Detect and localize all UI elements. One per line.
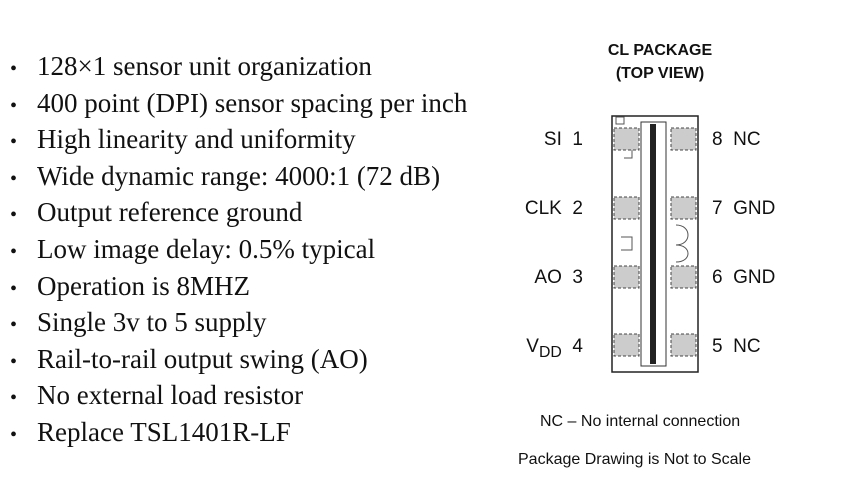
scale-note: Package Drawing is Not to Scale	[518, 451, 751, 468]
pin-7-name: GND	[733, 198, 776, 219]
bullet: •	[10, 94, 18, 117]
feature-text: Low image delay: 0.5% typical	[37, 233, 376, 264]
pin-3-name: AO	[534, 267, 562, 288]
feature-text: Single 3v to 5 supply	[37, 307, 267, 338]
pin-5-name: NC	[733, 336, 761, 357]
bullet: •	[10, 167, 18, 190]
pin-8-label	[712, 130, 761, 150]
pin-2-number: 2	[572, 198, 583, 219]
pin-4-name: V	[526, 336, 539, 357]
pin-pad-left-3	[614, 266, 639, 288]
feature-text: Rail-to-rail output swing (AO)	[37, 343, 368, 374]
pin-pad-right-6	[671, 266, 696, 288]
bullet: •	[10, 277, 18, 300]
pin-8-number: 8	[712, 129, 723, 150]
pin-4-label	[503, 337, 583, 363]
pin-pad-right-7	[671, 197, 696, 219]
bullet: •	[10, 314, 18, 337]
pin-3-number: 3	[572, 267, 583, 288]
pin-pad-left-4	[614, 334, 639, 356]
bullet: •	[10, 423, 18, 446]
package-title: CL PACKAGE	[607, 42, 713, 59]
feature-text: No external load resistor	[37, 380, 304, 411]
feature-text: 400 point (DPI) sensor spacing per inch	[37, 87, 468, 118]
pin-pad-right-8	[671, 128, 696, 150]
pin-6-name: GND	[733, 267, 776, 288]
bullet: •	[10, 350, 18, 373]
pin-1-label	[503, 130, 583, 156]
pin-6-number: 6	[712, 267, 723, 288]
nc-note: NC – No internal connection	[540, 413, 741, 430]
pin-pad-left-1	[614, 128, 639, 150]
pin-5-label	[712, 337, 761, 357]
pin-4-number: 4	[572, 336, 583, 357]
bullet: •	[10, 240, 18, 263]
feature-text: Replace TSL1401R-LF	[37, 416, 291, 447]
pin-6-label	[712, 268, 775, 288]
pin-8-name: NC	[733, 129, 761, 150]
pin-4-sub: DD	[538, 343, 562, 361]
feature-text: Wide dynamic range: 4000:1 (72 dB)	[37, 160, 441, 191]
package-view-label: (TOP VIEW)	[615, 65, 705, 82]
pin-2-name: CLK	[524, 198, 562, 219]
pin-5-number: 5	[712, 336, 723, 357]
bullet: •	[10, 387, 18, 410]
pin-1-number: 1	[572, 129, 583, 150]
pin-2-label	[503, 199, 583, 225]
feature-text: High linearity and uniformity	[37, 124, 356, 155]
feature-text: 128×1 sensor unit organization	[37, 51, 372, 81]
feature-text: Operation is 8MHZ	[37, 270, 250, 301]
pin-7-label	[712, 199, 775, 219]
pin-pad-left-2	[614, 197, 639, 219]
pin-1-name: SI	[543, 129, 562, 150]
pin-pad-right-5	[671, 334, 696, 356]
pin-7-number: 7	[712, 198, 723, 219]
feature-text: Output reference ground	[37, 197, 303, 228]
pin-3-label	[503, 268, 583, 294]
bullet: •	[10, 131, 18, 154]
bullet: •	[10, 58, 18, 80]
sensor-strip	[650, 124, 656, 364]
bullet: •	[10, 204, 18, 227]
